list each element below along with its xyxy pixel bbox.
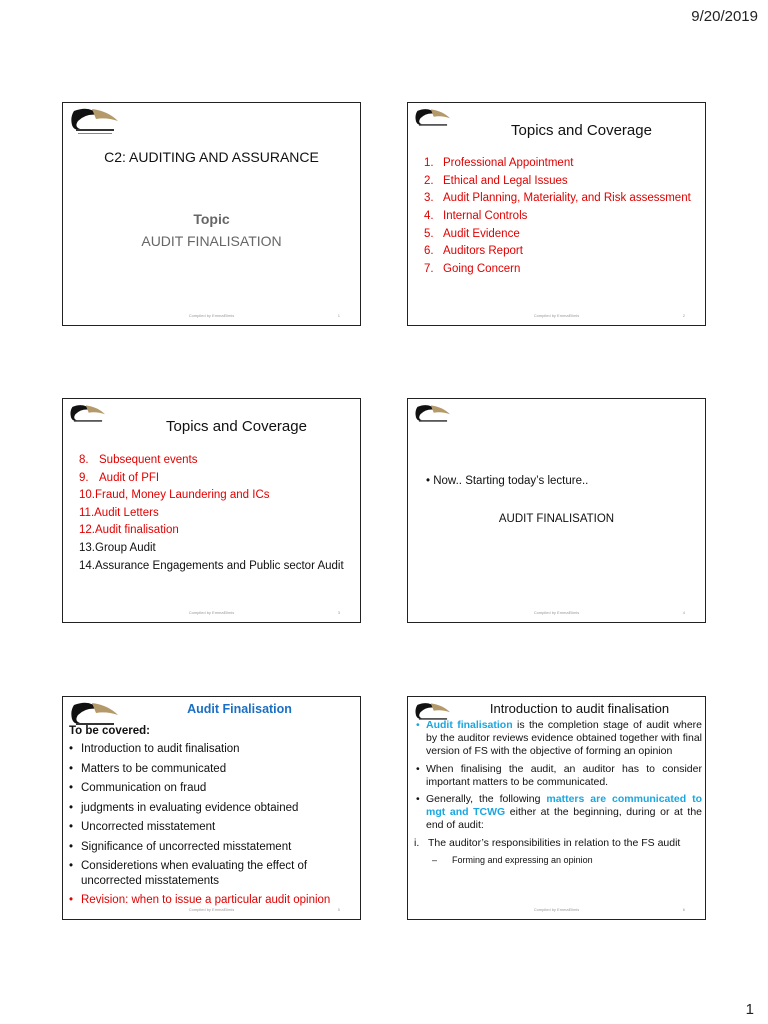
slide-number: 3 [337,610,340,615]
slide-footer: Compiled by EmmaElimis [533,907,580,912]
paragraph: • Generally, the following matters are communicated to mgt and TCWG either at the beginning, during or at the end of audit: [414,793,702,833]
slide-footer: Compiled by EmmaElimis [533,313,580,318]
dash-item: – Forming and expressing an opinion [432,854,593,865]
slide-footer: Compiled by EmmaElimis [533,610,580,615]
list-item: 8. Subsequent events [79,454,198,466]
logo-icon [413,107,453,131]
slide-2[interactable] [407,102,706,326]
logo-icon [68,403,108,427]
list-item: 9. Audit of PFI [79,471,160,484]
slide-title: C2: AUDITING AND ASSURANCE [104,149,319,165]
list-item: 13. Group Audit [79,541,156,554]
list-item: 2. Ethical and Legal Issues [424,174,568,187]
slide-number: 5 [337,907,340,912]
list-item: • Significance of uncorrected misstatement [69,840,354,855]
page-number: 1 [745,1001,754,1018]
slide-title: Audit Finalisation [187,702,292,716]
list-item: 14. Assurance Engagements and Public sector Audit [79,560,344,572]
list-item: 3. Audit Planning, Materiality, and Risk assessment [424,192,691,204]
slide-title: Introduction to audit finalisation [489,701,670,716]
lecture-bullet: • Now.. Starting today’s lecture.. [426,475,589,487]
logo-icon [68,107,122,137]
list-item: 7. Going Concern [424,262,521,275]
slide-footer: Compiled by EmmaElimis [188,907,235,912]
slide-number: 1 [337,313,340,318]
slide-number: 4 [682,610,685,615]
slide-footer: Compiled by EmmaElimis [188,610,235,615]
list-item: 6. Auditors Report [424,245,523,257]
topic-label: Topic [193,211,230,227]
topics-list [79,452,354,574]
paragraph: • When finalising the audit, an auditor has to consider important matters to be communicated. [414,763,702,789]
roman-item: i. The auditor’s responsibilities in relation to the FS audit [414,836,681,849]
slide-title: Topics and Coverage [511,122,652,139]
topics-list [424,155,694,278]
list-item: 12. Audit finalisation [79,524,179,536]
slide-title: Topics and Coverage [166,418,307,435]
slide-5[interactable] [62,696,361,920]
slide-number: 6 [682,907,685,912]
slide-subtitle: AUDIT FINALISATION [141,233,282,249]
list-item: • Introduction to audit finalisation [69,742,354,757]
coverage-list [69,742,354,913]
slide-1[interactable] [62,102,361,326]
list-item: • judgments in evaluating evidence obtained [69,801,354,816]
list-item: • Uncorrected misstatement [69,820,354,835]
list-item: • Consideretions when evaluating the effect of uncorrected misstatements [69,859,354,888]
logo-icon [413,403,453,427]
slide-number: 2 [682,313,685,318]
to-be-covered-label: To be covered: [69,725,150,737]
center-text: AUDIT FINALISATION [498,513,615,525]
slide-footer: Compiled by EmmaElimis [188,313,235,318]
list-item: 11. Audit Letters [79,506,159,519]
header-date: 9/20/2019 [691,8,758,25]
list-item: • Matters to be communicated [69,762,354,777]
paragraph: • Audit finalisation is the completion stage of audit where by the auditor reviews evidence obtained together with final version of FS with the objective of forming an opinion [414,719,702,759]
list-item: 10. Fraud, Money Laundering and ICs [79,489,270,501]
list-item: • Revision: when to issue a particular audit opinion [69,893,354,908]
slide-4[interactable] [407,398,706,623]
list-item: 4. Internal Controls [424,210,528,222]
slide-body [414,719,702,867]
list-item: 5. Audit Evidence [424,227,520,240]
list-item: • Communication on fraud [69,781,354,796]
slide-6[interactable] [407,696,706,920]
list-item: 1. Professional Appointment [424,157,574,169]
slide-3[interactable] [62,398,361,623]
